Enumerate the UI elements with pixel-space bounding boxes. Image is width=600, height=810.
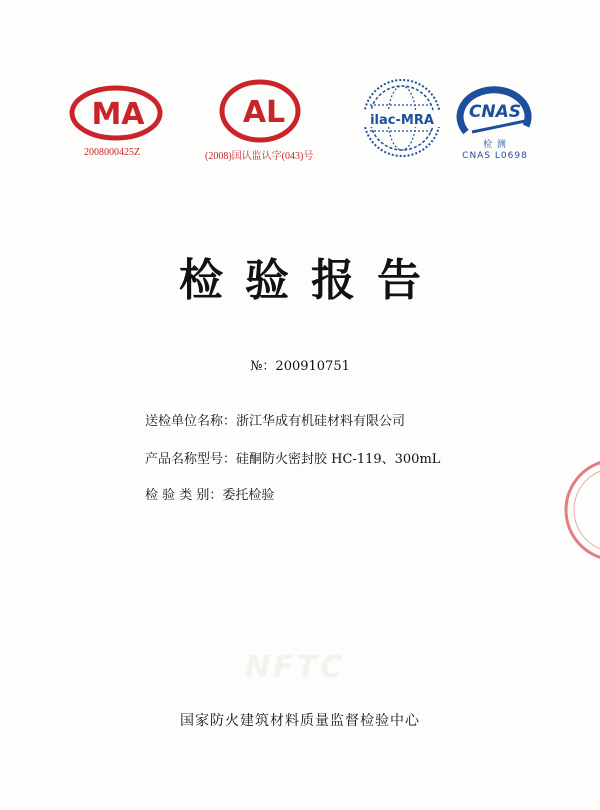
svg-text:ilac-MRA: ilac-MRA <box>370 113 434 128</box>
ilac-mra-logo <box>358 75 446 165</box>
inspection-type-field <box>145 484 274 503</box>
field-value: 浙江华成有机硅材料有限公司 <box>236 414 406 429</box>
seal-icon <box>560 455 600 565</box>
field-label: 产品名称型号： <box>145 452 237 467</box>
cnas-number: CNAS L0698 <box>462 151 528 161</box>
cma-code: 2008000425Z <box>84 147 141 158</box>
svg-text:AL: AL <box>242 95 286 130</box>
ilac-globe-icon <box>358 75 446 161</box>
watermark-text: NFTC <box>245 650 346 685</box>
cma-icon <box>68 85 164 141</box>
cal-code: (2008)国认监认字(043)号 <box>205 151 314 162</box>
sender-field <box>145 410 405 429</box>
field-label: 送检单位名称： <box>145 414 237 429</box>
cnas-logo <box>452 82 538 146</box>
product-field <box>145 448 440 467</box>
report-number: №：200910751 <box>250 359 350 374</box>
field-value: 委托检验 <box>222 488 275 503</box>
issuer-name: 国家防火建筑材料质量监督检验中心 <box>180 713 420 729</box>
report-title: 检验报告 <box>179 255 443 306</box>
seal-stamp <box>560 455 600 569</box>
cnas-subtitle: 检 测 <box>483 140 507 150</box>
field-label: 检 验 类 别： <box>145 488 223 503</box>
cal-logo <box>218 78 302 148</box>
cma-logo <box>68 85 164 145</box>
field-value: 硅酮防火密封胶 HC-119、300mL <box>236 452 441 467</box>
cal-icon <box>218 78 302 144</box>
svg-text:MA: MA <box>91 97 145 132</box>
cnas-code <box>455 140 535 162</box>
svg-text:CNAS: CNAS <box>468 102 522 122</box>
cnas-icon <box>452 82 538 142</box>
